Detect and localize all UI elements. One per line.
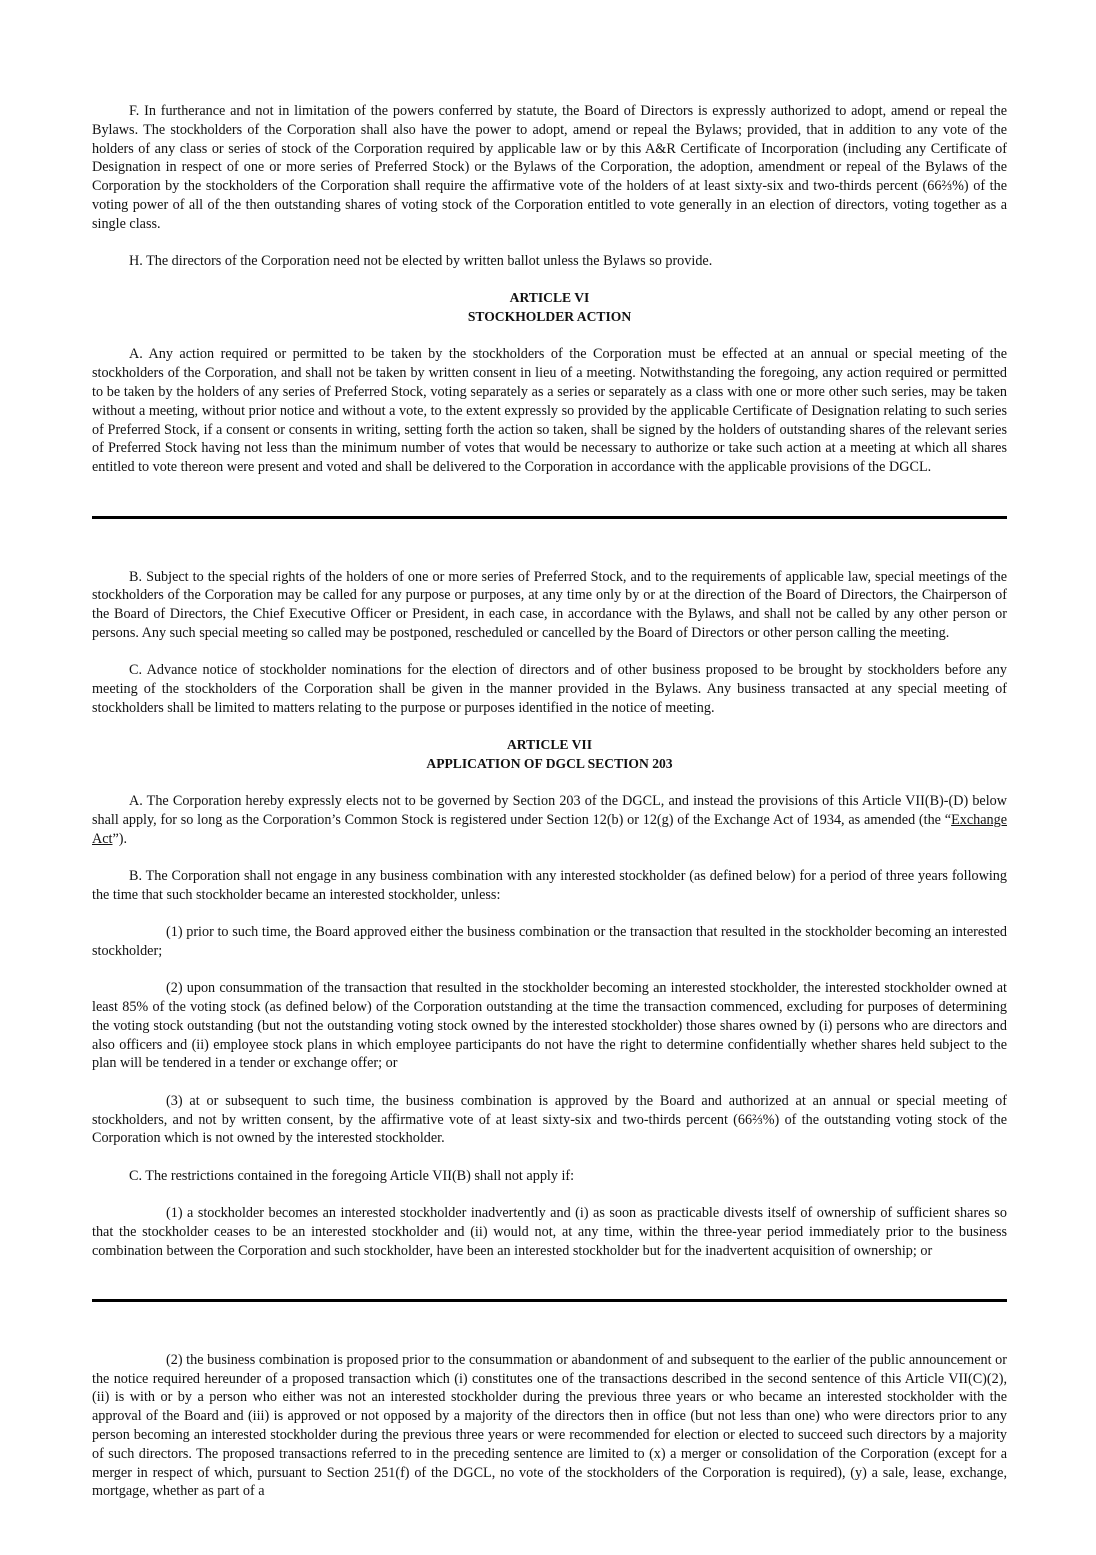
article-vii-clause-b3: (3) at or subsequent to such time, the business combination is approved by the Board and authorized at an annual or special meeting of stockholders, and not by written consent, by the affirmative vote of at least sixty-six and two-thirds percent (66⅔%) of the outstanding voting stock of the Corporation which is not owned by the interested stockholder. [92, 1092, 1007, 1147]
article-vii-paragraph-c: C. The restrictions contained in the foregoing Article VII(B) shall not apply if: [129, 1167, 575, 1184]
paragraph-text: ”). [112, 830, 128, 847]
article-vii-clause-c2: (2) the business combination is proposed prior to the consummation or abandonment of and subsequent to the earlier of the public announcement or the notice required hereunder of a proposed transaction which (i) constitutes one of the transactions described in the second sentence of this Article VII(C)(2), (ii) is with or by a person who either was not an interested stockholder during the previous three years or who became an interested stockholder with the approval of the Board and (iii) is approved or not opposed by a majority of the directors then in office (but not less than one) who were directors prior to any person becoming an interested stockholder during the previous three years or were recommended for election or elected to succeed such directors by a majority of such directors. The proposed transactions referred to in the preceding sentence are limited to (x) a merger or consolidation of the Corporation (except for a merger in respect of which, pursuant to Section 251(f) of the DGCL, no vote of the stockholders of the Corporation is required), (y) a sale, lease, exchange, mortgage, whether as part of a [92, 1351, 1007, 1500]
paragraph-h: H. The directors of the Corporation need not be elected by written ballot unless the Bylaws so provide. [129, 253, 713, 270]
document-page [92, 102, 1007, 1520]
article-vii-clause-b2: (2) upon consummation of the transaction that resulted in the stockholder becoming an interested stockholder, the interested stockholder owned at least 85% of the voting stock (as defined below) of the Corporation outstanding at the time the transaction commenced, excluding for purposes of determining the voting stock outstanding (but not the outstanding voting stock owned by the interested stockholder) those shares owned by (i) persons who are directors and also officers and (ii) employee stock plans in which employee participants do not have the right to determine confidentially whether shares held subject to the plan will be tendered in a tender or exchange offer; or [92, 980, 1007, 1072]
article-vi-paragraph-c: C. Advance notice of stockholder nominations for the election of directors and of other business proposed to be brought by stockholders before any meeting of the stockholders of the Corporation shall be given in the manner provided in the Bylaws. Any business transacted at any special meeting of stockholders shall be limited to matters relating to the purpose or purposes identified in the notice of meeting. [92, 662, 1007, 716]
paragraph-f: F. In furtherance and not in limitation of the powers conferred by statute, the Board of Directors is expressly authorized to adopt, amend or repeal the Bylaws. The stockholders of the Corporation shall also have the power to adopt, amend or repeal the Bylaws; provided, that in addition to any vote of the holders of any class or series of stock of the Corporation required by applicable law or by this A&R Certificate of Incorporation (including any Certificate of Designation in respect of one or more series of Preferred Stock) or the Bylaws of the Corporation, the adoption, amendment or repeal of the Bylaws of the Corporation by the stockholders of the Corporation shall require the affirmative vote of the holders of at least sixty-six and two-thirds percent (66⅔%) of the voting power of all of the then outstanding shares of voting stock of the Corporation entitled to vote generally in an election of directors, voting together as a single class. [92, 103, 1007, 232]
article-vi-paragraph-a: A. Any action required or permitted to be taken by the stockholders of the Corporation must be effected at an annual or special meeting of the stockholders of the Corporation, and shall not be taken by written consent in lieu of a meeting. Notwithstanding the foregoing, any action required or permitted to be taken by the holders of any series of Preferred Stock, voting separately as a series or separately as a class with one or more other such series, may be taken without a meeting, without prior notice and without a vote, to the extent expressly so provided by the applicable Certificate of Designation relating to such series of Preferred Stock, if a consent or consents in writing, setting forth the action so taken, shall be signed by the holders of outstanding shares of the relevant series of Preferred Stock having not less than the minimum number of votes that would be necessary to authorize or take such action at a meeting at which all shares entitled to vote thereon were present and voted and shall be delivered to the Corporation in accordance with the applicable provisions of the DGCL. [92, 346, 1007, 476]
article-title: APPLICATION OF DGCL SECTION 203 [426, 755, 673, 771]
article-vii-clause-b1: (1) prior to such time, the Board approved either the business combination or the transaction that resulted in the stockholder becoming an interested stockholder; [92, 924, 1007, 959]
article-vii-heading [92, 736, 1007, 774]
article-vi-heading [92, 289, 1007, 327]
article-vi-paragraph-b: B. Subject to the special rights of the holders of one or more series of Preferred Stock, and to the requirements of applicable law, special meetings of the stockholders of the Corporation may be called for any purpose or purposes, at any time only by or at the direction of the Board of Directors, the Chairperson of the Board of Directors, the Chief Executive Officer or President, in each case, in accordance with the Bylaws, and shall not be called by any other person or persons. Any such special meeting so called may be postponed, rescheduled or cancelled by the Board of Directors or other person calling the meeting. [92, 568, 1007, 641]
defined-term-exchange-act: Exchange Act [92, 812, 1007, 847]
article-number: ARTICLE VI [509, 290, 590, 306]
article-vii-paragraph-b: B. The Corporation shall not engage in any business combination with any interested stockholder (as defined below) for a period of three years following the time that such stockholder became an interested stockholder, unless: [92, 868, 1007, 903]
article-vii-paragraph-a [92, 792, 1007, 848]
article-number: ARTICLE VII [506, 737, 592, 753]
article-vii-clause-c1: (1) a stockholder becomes an interested stockholder inadvertently and (i) as soon as practicable divests itself of ownership of sufficient shares so that the stockholder ceases to be an interested stockholder and (ii) would not, at any time, within the three-year period immediately prior to the business combination between the Corporation and such stockholder, have been an interested stockholder but for the inadvertent acquisition of ownership; or [92, 1204, 1007, 1259]
article-title: STOCKHOLDER ACTION [467, 309, 632, 325]
paragraph-text: A. The Corporation hereby expressly elects not to be governed by Section 203 of the DGCL, and instead the provisions of this Article VII(B)-(D) below shall apply, for so long as the Corporation’s Common Stock is registered under Section 12(b) or 12(g) of the Exchange Act of 1934, as amended (the “ [92, 793, 1007, 829]
